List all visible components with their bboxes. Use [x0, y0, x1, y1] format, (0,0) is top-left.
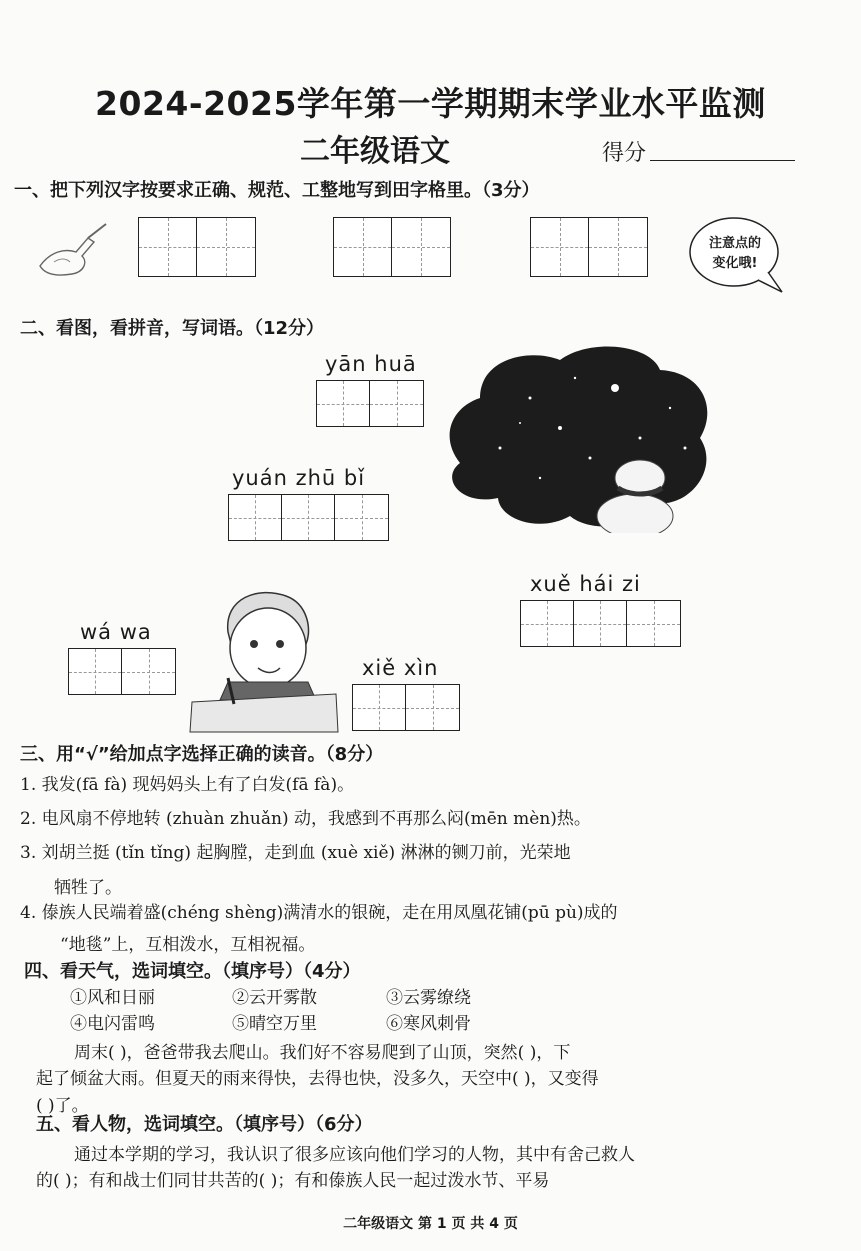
option-2: ②云开雾散 [232, 988, 317, 1008]
pinyin-wawa: wá wa [80, 620, 152, 644]
pinyin-xuehaizi: xuě hái zi [530, 572, 641, 596]
grid-cell[interactable] [521, 601, 574, 646]
answer-grid-yanhua[interactable] [316, 380, 424, 427]
q3-line-3: 3. 刘胡兰挺 (tǐn tǐng) 起胸膛，走到血 (xuè xiě) 淋淋的铡刀前，光荣地 [20, 843, 571, 863]
option-1: ①风和日丽 [70, 988, 155, 1008]
answer-grid-yuanzhubi[interactable] [228, 494, 389, 541]
grid-cell[interactable] [69, 649, 122, 694]
grid-cell[interactable] [627, 601, 680, 646]
score-label: 得分 [602, 141, 647, 166]
q3-line-3-cont: 牺牲了。 [54, 878, 122, 898]
q3-line-4-cont: “地毯”上，互相泼水，互相祝福。 [60, 935, 316, 955]
section5-heading: 五、看人物，选词填空。（填序号）（6分） [36, 1114, 373, 1135]
grid-cell[interactable] [122, 649, 175, 694]
bubble-text [700, 234, 770, 274]
section4-heading: 四、看天气，选词填空。（填序号）（4分） [24, 961, 361, 982]
writing-grid-1[interactable] [138, 217, 256, 277]
bubble-line: 变化哦! [712, 256, 758, 271]
grid-cell[interactable] [229, 495, 282, 540]
writing-grid-2[interactable] [333, 217, 451, 277]
q5-text-2: 的( )；有和战士们同甘共苦的( )；有和傣族人民一起过泼水节、平易 [36, 1171, 550, 1191]
score-field[interactable] [650, 160, 795, 161]
option-3: ③云雾缭绕 [386, 988, 471, 1008]
writing-grid-3[interactable] [530, 217, 648, 277]
grid-cell[interactable] [317, 381, 370, 426]
fireworks-snowman-picture [440, 338, 720, 533]
page-footer: 二年级语文 第 1 页 共 4 页 [343, 1216, 518, 1232]
grid-cell[interactable] [139, 218, 197, 276]
pinyin-xiexin: xiě xìn [362, 656, 439, 680]
option-4: ④电闪雷鸣 [70, 1014, 155, 1034]
q3-line-1: 1. 我发(fā fà) 现妈妈头上有了白发(fā fà)。 [20, 775, 355, 795]
grid-cell[interactable] [406, 685, 459, 730]
pinyin-yuanzhubi: yuán zhū bǐ [232, 466, 366, 490]
option-6: ⑥寒风刺骨 [386, 1014, 471, 1034]
grid-cell[interactable] [370, 381, 423, 426]
answer-grid-xiexin[interactable] [352, 684, 460, 731]
q5-text-1: 通过本学期的学习，我认识了很多应该向他们学习的人物，其中有舍己救人 [74, 1145, 635, 1165]
pencil-hand-icon [36, 222, 114, 280]
q3-line-4: 4. 傣族人民端着盛(chéng shèng)满清水的银碗，走在用凤凰花铺(pū pù)成的 [20, 903, 618, 923]
grid-cell[interactable] [531, 218, 589, 276]
answer-grid-wawa[interactable] [68, 648, 176, 695]
bubble-line: 注意点的 [708, 236, 761, 251]
grid-cell[interactable] [589, 218, 647, 276]
grid-cell[interactable] [334, 218, 392, 276]
option-5: ⑤晴空万里 [232, 1014, 317, 1034]
pinyin-yanhua: yān huā [325, 352, 417, 376]
answer-grid-xuehaizi[interactable] [520, 600, 681, 647]
q4-text-2: 起了倾盆大雨。但夏天的雨来得快，去得也快，没多久，天空中( )，又变得 [36, 1069, 599, 1089]
section1-heading: 一、把下列汉字按要求正确、规范、工整地写到田字格里。（3分） [14, 180, 540, 201]
q4-text-1: 周末( )，爸爸带我去爬山。我们好不容易爬到了山顶，突然( )，下 [74, 1043, 571, 1063]
grid-cell[interactable] [197, 218, 255, 276]
grid-cell[interactable] [574, 601, 627, 646]
grid-cell[interactable] [392, 218, 450, 276]
section3-heading: 三、用“√”给加点字选择正确的读音。（8分） [20, 744, 384, 765]
q3-line-2: 2. 电风扇不停地转 (zhuàn zhuǎn) 动，我感到不再那么闷(mēn mèn)热。 [20, 809, 591, 829]
q4-text-3: ( )了。 [36, 1096, 89, 1116]
boy-writing-picture [188, 582, 340, 734]
exam-subtitle: 二年级语文 [300, 134, 450, 169]
section2-heading: 二、看图，看拼音，写词语。（12分） [20, 318, 325, 339]
grid-cell[interactable] [282, 495, 335, 540]
exam-title: 2024-2025学年第一学期期末学业水平监测 [95, 84, 766, 123]
grid-cell[interactable] [353, 685, 406, 730]
grid-cell[interactable] [335, 495, 388, 540]
